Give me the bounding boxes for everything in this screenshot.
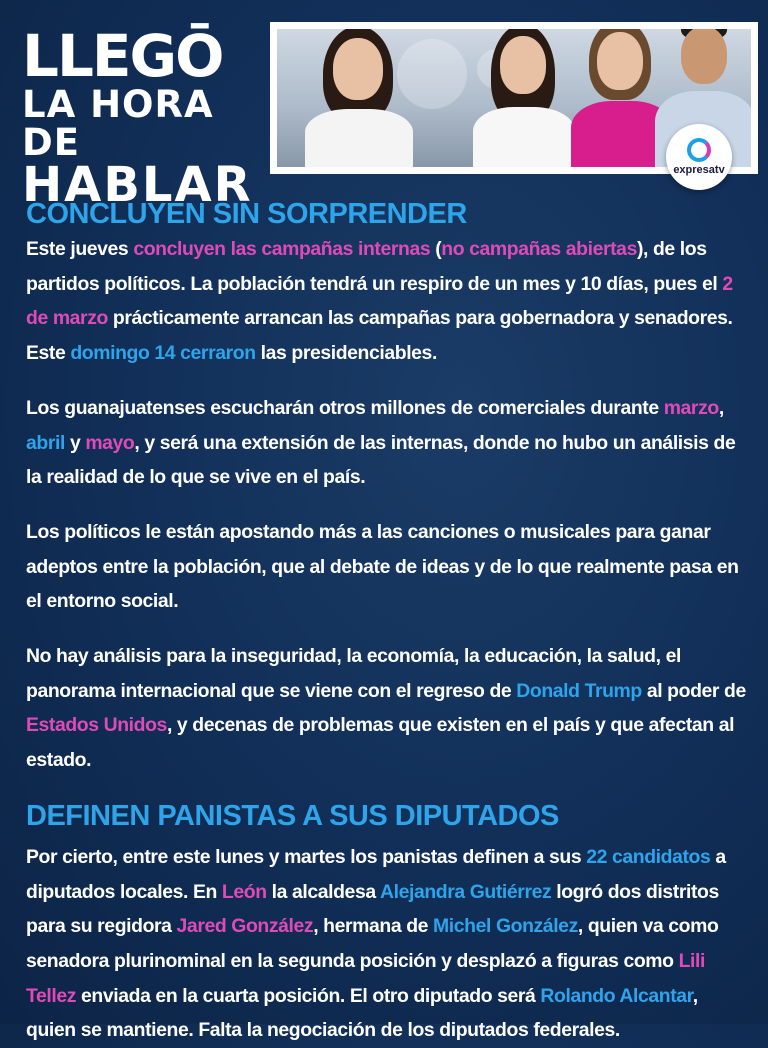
body-text: logró dos distritos para su regidora bbox=[26, 880, 719, 938]
body-text: ), de los partidos políticos. La población tendrá un respiro de un mes y 10 días, pues el bbox=[26, 238, 723, 295]
body-text: Los políticos le están apostando más a las canciones o musicales para ganar adeptos entre la población, que al debate de ideas y de lo que realmente pasa en el entorno social. bbox=[26, 520, 739, 613]
highlight-text: marzo bbox=[663, 396, 719, 419]
highlight-text: mayo bbox=[85, 431, 135, 454]
body-text: , quien se mantiene. Falta la negociación de los diputados federales. bbox=[26, 984, 698, 1042]
highlight-text: Donald Trump bbox=[516, 679, 642, 702]
logo bbox=[22, 22, 262, 213]
body-text: al poder de bbox=[641, 679, 746, 702]
body-text: la alcaldesa bbox=[266, 880, 380, 903]
body-text: y bbox=[64, 431, 86, 454]
expresatv-logo bbox=[666, 124, 732, 190]
body-text: No hay análisis para la inseguridad, la economía, la educación, la salud, el panorama internacional que se viene con el regreso de bbox=[26, 645, 681, 702]
body-text: , hermana de bbox=[313, 915, 434, 938]
body-text: prácticamente arrancan las campañas para gobernadora y senadores. Este bbox=[26, 307, 733, 365]
logo-line-3: HABLAR bbox=[22, 157, 253, 213]
body-text: Por cierto, entre este lunes y martes los panistas definen a sus bbox=[26, 845, 587, 868]
section-1-title: CONCLUYEN SIN SORPRENDER bbox=[26, 198, 467, 230]
body-text: , bbox=[718, 396, 724, 419]
highlight-text: Rolando Alcantar bbox=[540, 984, 693, 1007]
body-text: , quien va como senadora plurinominal en la segunda posición y desplazó a figuras como bbox=[26, 915, 719, 972]
badge-brand-text: expresatv bbox=[673, 164, 725, 176]
body-text: Los guanajuatenses escucharán otros millones de comerciales durante bbox=[26, 396, 664, 419]
body-text: las presidenciables. bbox=[255, 342, 437, 365]
logo-line-2: LA HORA DE bbox=[22, 83, 214, 164]
body-text: , y será una extensión de las internas, donde no hubo un análisis de la realidad de lo que se vive en el país. bbox=[26, 431, 736, 489]
highlight-text: Michel González bbox=[433, 915, 578, 938]
logo-line-1: LLEGŌ bbox=[22, 22, 223, 90]
expresatv-icon bbox=[687, 138, 711, 162]
highlight-text: Estados Unidos bbox=[26, 714, 167, 737]
highlight-text: 22 candidatos bbox=[586, 845, 711, 868]
section-1-paragraph-4 bbox=[26, 639, 752, 778]
highlight-text: Lili Tellez bbox=[26, 949, 705, 1007]
person-1 bbox=[299, 29, 419, 167]
highlight-text: León bbox=[221, 880, 267, 903]
highlight-text: concluyen las campañas internas bbox=[133, 238, 431, 260]
body-text: enviada en la cuarta posición. El otro diputado será bbox=[76, 984, 541, 1007]
body-text: , y decenas de problemas que existen en el país y que afectan al estado. bbox=[26, 714, 735, 772]
highlight-text: abril bbox=[26, 431, 65, 454]
section-2-paragraph-1 bbox=[26, 840, 752, 1048]
highlight-text: Jared González bbox=[176, 915, 314, 938]
body-text: Este jueves bbox=[26, 238, 134, 260]
person-2 bbox=[469, 29, 579, 167]
highlight-text: no campañas abiertas bbox=[441, 238, 637, 260]
section-1-paragraph-2 bbox=[26, 391, 752, 495]
highlight-text: Alejandra Gutiérrez bbox=[379, 880, 552, 903]
section-1-paragraph-1 bbox=[26, 232, 752, 371]
body-text: ( bbox=[430, 238, 442, 260]
highlight-text: domingo 14 cerraron bbox=[70, 342, 256, 365]
section-2-title: DEFINEN PANISTAS A SUS DIPUTADOS bbox=[26, 799, 559, 832]
body-text: a diputados locales. En bbox=[26, 845, 726, 903]
section-1-paragraph-3 bbox=[26, 515, 752, 619]
highlight-text: 2 de marzo bbox=[26, 272, 733, 330]
article-body bbox=[26, 196, 752, 1048]
